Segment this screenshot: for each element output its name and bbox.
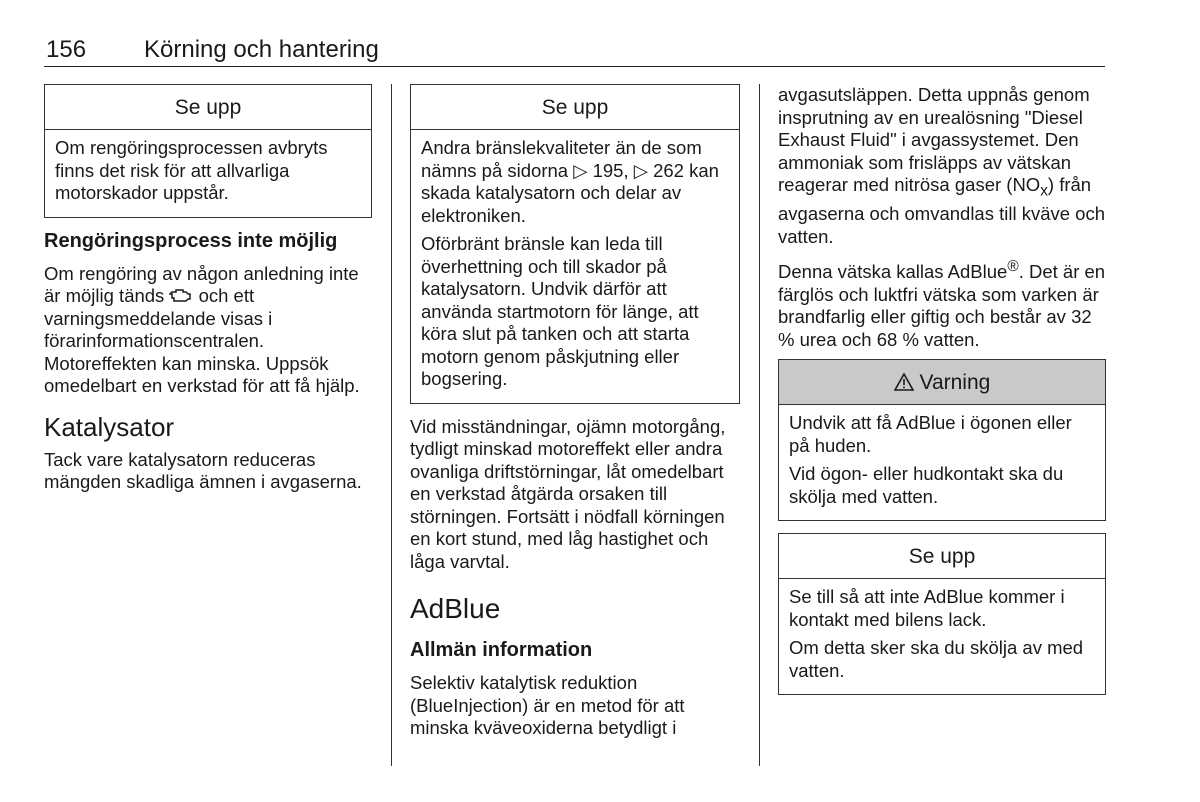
caution-box-text: Om rengöringsprocessen avbryts finns det risk för att allvarliga motorskador uppstår. bbox=[55, 137, 328, 203]
warning-box-text: Vid ögon- eller hudkontakt ska du skölja med vatten. bbox=[789, 463, 1064, 507]
column-3 bbox=[778, 84, 1106, 707]
caution-box-text: Oförbränt bränsle kan leda till överhettning och till skador på katalysatorn. Undvik därför att använda startmotorn för länge, att köra slut på tanken och att starta motorn genom påskjutning eller bogsering. bbox=[421, 233, 699, 389]
page-ref-arrow-icon: ▷ bbox=[573, 159, 588, 181]
chapter-title: Körning och hantering bbox=[144, 36, 379, 63]
subsection-heading: Allmän information bbox=[410, 639, 593, 661]
caution-box bbox=[410, 84, 740, 404]
engine-warning-icon bbox=[169, 285, 193, 308]
caution-box bbox=[44, 84, 372, 218]
body-paragraph: Om rengöring av någon anledning inte är möjlig tänds och ett varningsmeddelande visas i förarinformationscentralen. Motoreffekten kan minska. Uppsök omedelbart en verkstad för att få hjälp. bbox=[44, 262, 360, 396]
page-number: 156 bbox=[46, 36, 87, 63]
subscript: x bbox=[1040, 182, 1048, 200]
caution-box-text: Andra bränslekvaliteter än de som nämns på sidorna ▷ 195, ▷ 262 kan skada katalysatorn och delar av elektroniken. bbox=[421, 137, 719, 226]
page-header bbox=[44, 34, 1105, 67]
warning-box-text: Undvik att få AdBlue i ögonen eller på huden. bbox=[789, 412, 1072, 456]
body-paragraph: avgasutsläppen. Detta uppnås genom insprutning av en ureal​ösning "Diesel Exhaust Fluid" i avgassystemet. Den ammoniak som frisläpps av vätskan reagerar med nitrösa gaser $(NO_x)$ från avgaserna och omvandlas till kväve och vatten. bbox=[778, 84, 1106, 247]
body-paragraph: Vid misständningar, ojämn motorgång, tydligt minskad motoreffekt eller andra ovanliga driftstörningar, låt omedelbart en verkstad åtgärda orsaken till störningen. Fortsätt i nödfall körningen en kort stund, med låg hastighet och låga varvtal. bbox=[410, 415, 726, 572]
body-paragraph: Denna vätska kallas AdBlue®. Det är en färglös och luktfri vätska som varken är brandfarlig eller giftig och består av 32 % urea och 68 % vatten. bbox=[778, 258, 1106, 350]
registered-mark: ® bbox=[1007, 258, 1019, 276]
column-divider bbox=[759, 84, 760, 766]
caution-box-text: Se till så att inte AdBlue kommer i kontakt med bilens lack. bbox=[789, 586, 1065, 630]
section-title: AdBlue bbox=[410, 593, 501, 624]
warning-box-title: Varning bbox=[779, 360, 1105, 405]
column-divider bbox=[391, 84, 392, 766]
caution-box-title: Se upp bbox=[45, 85, 371, 130]
section-title: Katalysator bbox=[44, 411, 175, 442]
page-ref-arrow-icon: ▷ bbox=[633, 159, 648, 181]
body-paragraph: Tack vare katalysatorn reduceras mängden skadliga ämnen i avgaserna. bbox=[44, 448, 362, 492]
column-1 bbox=[44, 84, 372, 502]
caution-box-title: Se upp bbox=[411, 85, 739, 130]
caution-box bbox=[778, 533, 1106, 695]
subsection-heading: Rengöringsprocess inte möjlig bbox=[44, 229, 338, 252]
warning-triangle-icon bbox=[894, 371, 920, 394]
column-2 bbox=[410, 84, 740, 748]
page-ref-link[interactable]: 195 bbox=[592, 159, 624, 181]
caution-box-title: Se upp bbox=[779, 534, 1105, 579]
warning-box bbox=[778, 359, 1106, 521]
page-ref-link[interactable]: 262 bbox=[653, 159, 684, 181]
caution-box-text: Om detta sker ska du skölja av med vatten. bbox=[789, 637, 1084, 681]
body-paragraph: Selektiv katalytisk reduktion (BlueInjection) är en metod för att minska kväveoxiderna betydligt i bbox=[410, 672, 685, 738]
